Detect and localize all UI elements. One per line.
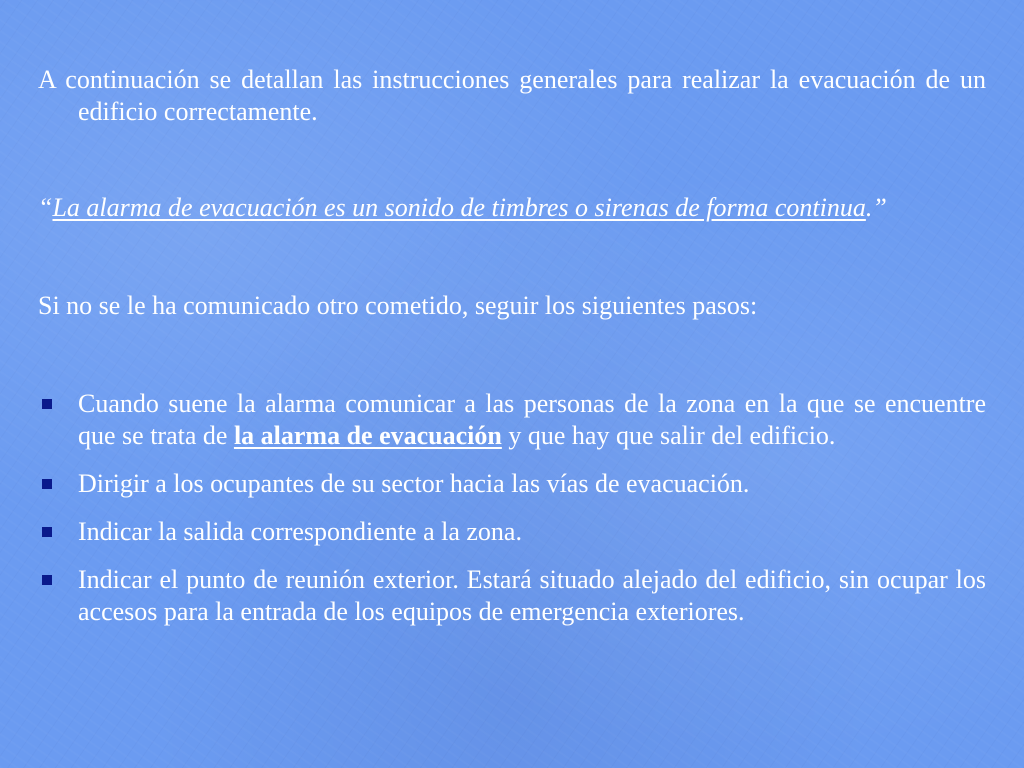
steps-lead: Si no se le ha comunicado otro cometido, seguir los siguientes pasos:	[38, 291, 758, 320]
alarm-quote	[38, 192, 986, 224]
step-text-before: Cuando suene la alarma comunicar a las personas de la zona en la que se encuentre que se trata de	[78, 389, 986, 450]
quote-close-mark: .”	[865, 193, 887, 222]
step-text: Indicar el punto de reunión exterior. Estará situado alejado del edificio, sin ocupar los accesos para la entrada de los equipos de emergencia exteriores.	[78, 565, 986, 626]
step-text: Dirigir a los ocupantes de su sector hacia las vías de evacuación.	[78, 469, 750, 498]
steps-list	[38, 388, 986, 628]
quote-text: La alarma de evacuación es un sonido de timbres o sirenas de forma continua	[52, 193, 866, 222]
square-bullet-icon	[42, 399, 52, 409]
intro-paragraph: A continuación se detallan las instrucciones generales para realizar la evacuación de un edificio correctamente.	[38, 65, 986, 126]
slide-content	[38, 64, 986, 644]
list-item	[38, 388, 986, 452]
step-text: Indicar la salida correspondiente a la zona.	[78, 517, 522, 546]
list-item	[38, 468, 986, 500]
quote-open-mark: “	[38, 193, 53, 222]
alarm-emphasis: la alarma de evacuación	[233, 421, 502, 450]
list-item	[38, 564, 986, 628]
square-bullet-icon	[42, 527, 52, 537]
square-bullet-icon	[42, 479, 52, 489]
list-item	[38, 516, 986, 548]
step-text-after: y que hay que salir del edificio.	[501, 421, 836, 450]
square-bullet-icon	[42, 575, 52, 585]
